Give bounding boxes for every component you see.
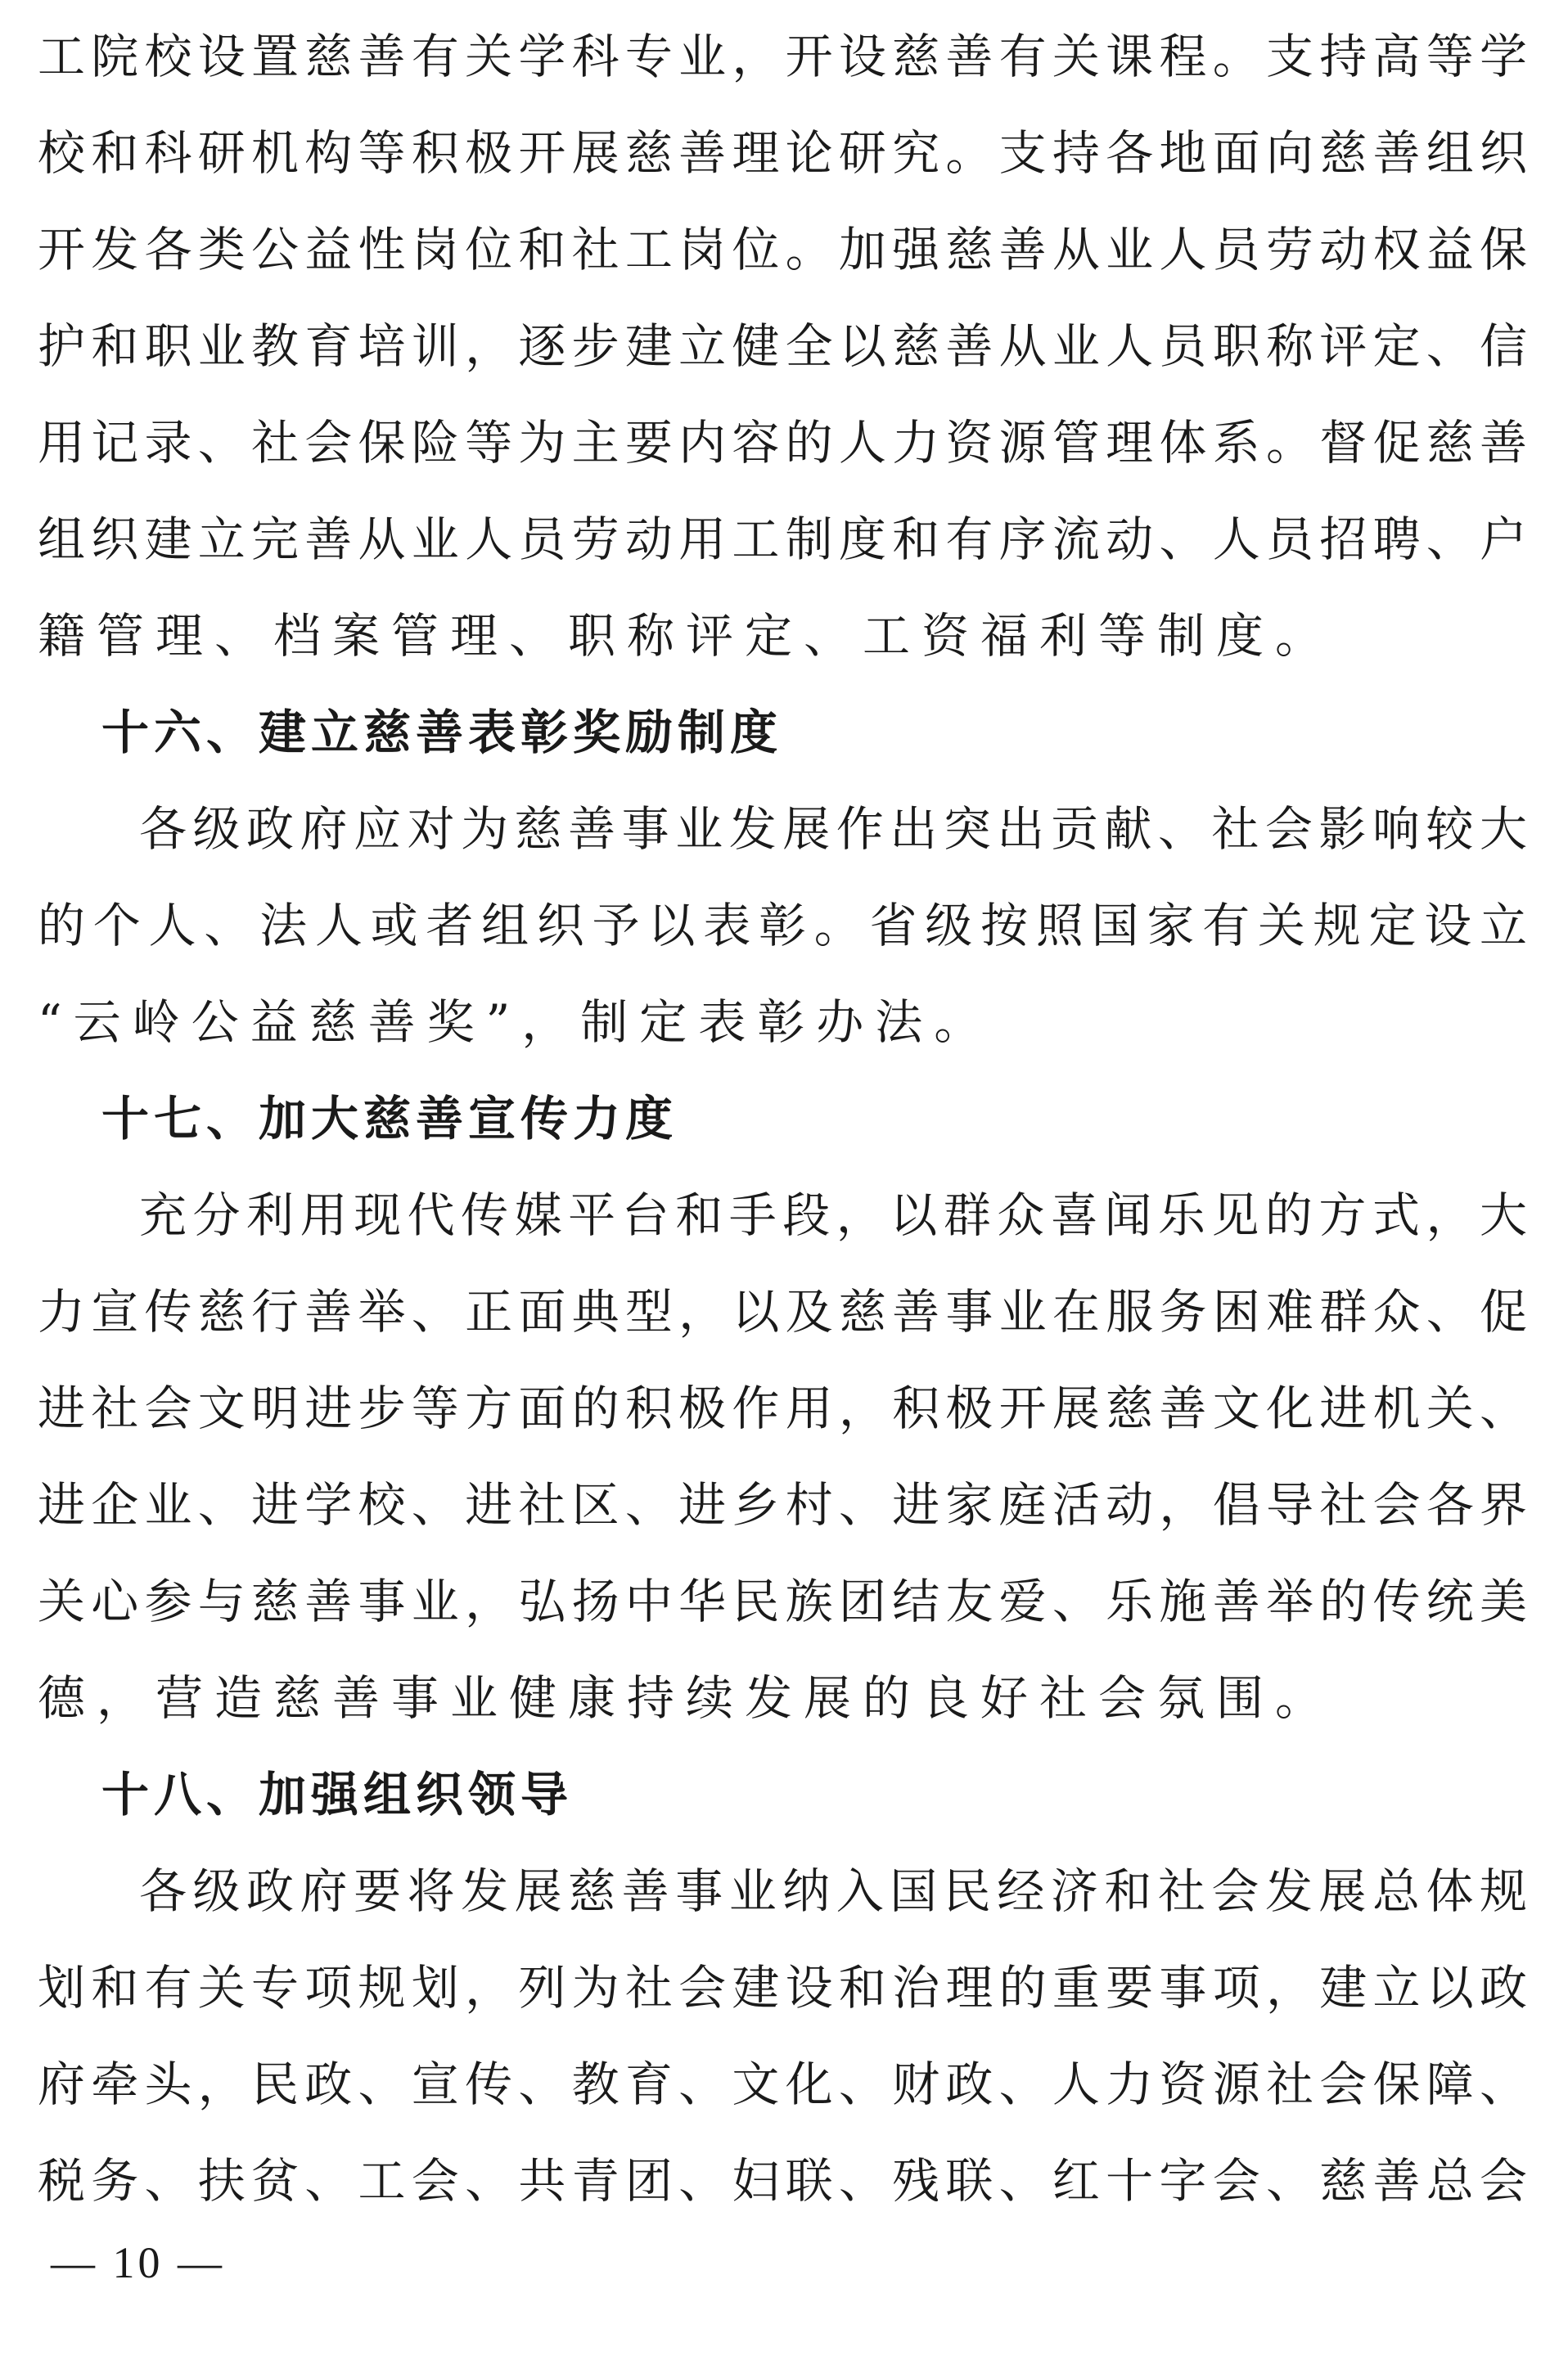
text-line: 校和科研机构等积极开展慈善理论研究。支持各地面向慈善组织 [38,125,1527,181]
text-line: 德，营造慈善事业健康持续发展的良好社会氛围。 [38,1670,1335,1726]
text-line: 划和有关专项规划，列为社会建设和治理的重要事项，建立以政 [38,1960,1527,2016]
text-line: 用记录、社会保险等为主要内容的人力资源管理体系。督促慈善 [38,415,1527,471]
section-heading-16: 十六、建立慈善表彰奖励制度 [101,705,783,760]
text-line: 税务、扶贫、工会、共青团、妇联、残联、红十字会、慈善总会 [38,2153,1527,2209]
text-line: 各级政府应对为慈善事业发展作出突出贡献、社会影响较大 [139,801,1527,857]
text-line: 的个人、法人或者组织予以表彰。省级按照国家有关规定设立 [38,898,1527,953]
text-line: 力宣传慈行善举、正面典型，以及慈善事业在服务困难群众、促 [38,1284,1527,1340]
text-line: 工院校设置慈善有关学科专业，开设慈善有关课程。支持高等学 [38,29,1527,84]
page-number: — 10 — [51,2238,225,2287]
text-line: 各级政府要将发展慈善事业纳入国民经济和社会发展总体规 [139,1863,1527,1919]
text-line: 护和职业教育培训，逐步建立健全以慈善从业人员职称评定、信 [38,318,1527,374]
text-line: 进企业、进学校、进社区、进乡村、进家庭活动，倡导社会各界 [38,1477,1527,1533]
text-line: 府牵头，民政、宣传、教育、文化、财政、人力资源社会保障、 [38,2056,1527,2112]
text-line: “云岭公益慈善奖”，制定表彰办法。 [38,994,994,1050]
text-line: 充分利用现代传媒平台和手段，以群众喜闻乐见的方式，大 [139,1187,1527,1243]
text-line: 进社会文明进步等方面的积极作用，积极开展慈善文化进机关、 [38,1381,1527,1436]
text-line: 开发各类公益性岗位和社工岗位。加强慈善从业人员劳动权益保 [38,222,1527,277]
text-line: 关心参与慈善事业，弘扬中华民族团结友爱、乐施善举的传统美 [38,1574,1527,1629]
text-line: 籍管理、档案管理、职称评定、工资福利等制度。 [38,608,1335,664]
text-line: 组织建立完善从业人员劳动用工制度和有序流动、人员招聘、户 [38,511,1527,567]
section-heading-18: 十八、加强组织领导 [101,1767,574,1822]
section-heading-17: 十七、加大慈善宣传力度 [101,1091,678,1146]
